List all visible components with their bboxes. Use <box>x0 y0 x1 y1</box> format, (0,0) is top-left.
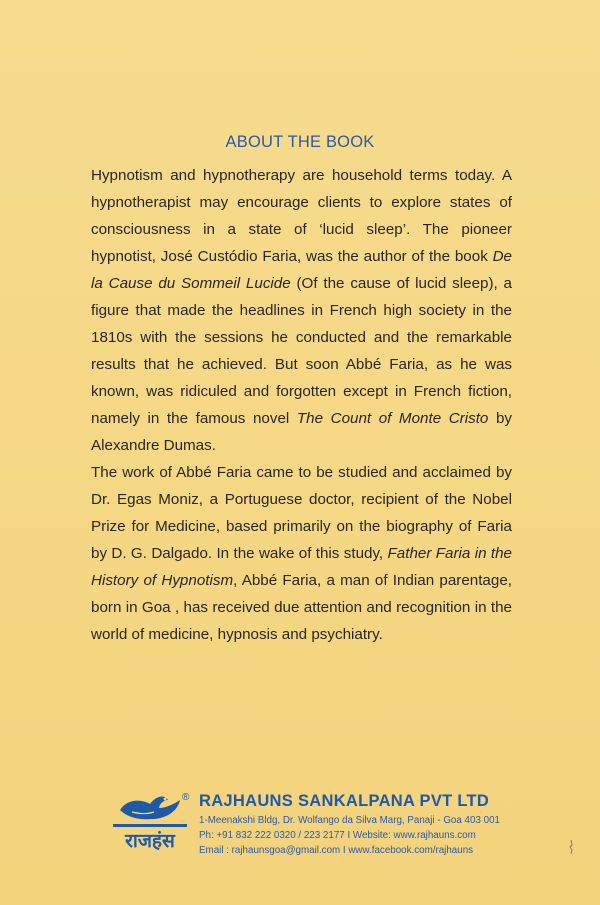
text-run: , Abbé Faria, a man of Indian parentage, born in Goa , has received due attention and recognition in the world of medicine, hypnosis and psychiatry. <box>91 572 512 643</box>
publisher-contact: Ph: +91 832 222 0320 / 223 2177 I Website: www.rajhauns.com <box>199 830 476 841</box>
registered-mark: ® <box>182 792 190 803</box>
rajhauns-swan-logo-icon <box>110 790 190 852</box>
italic-title: De la Cause du Sommeil Lucide <box>91 248 512 292</box>
text-run: Hypnotism and hypnotherapy are household terms today. A hypnotherapist may encourage clients to explore states of consciousness in a state of ‘lucid sleep’. The pioneer hypnotist, José Custódio Faria, was the author of the book <box>91 167 512 265</box>
publisher-email-web: Email : rajhaunsgoa@gmail.com I www.facebook.com/rajhauns <box>199 845 474 856</box>
description-paragraph-1 <box>91 162 512 459</box>
text-run: The work of Abbé Faria came to be studied and acclaimed by Dr. Egas Moniz, a Portuguese doctor, recipient of the Nobel Prize for Medicine, based primarily on the biography of Faria by D. G. Dalgado. In the wake of this study, <box>91 464 512 562</box>
italic-title: Father Faria in the History of Hypnotism <box>91 545 512 589</box>
book-description <box>91 162 512 648</box>
publisher-address: 1-Meenakshi Bldg, Dr. Wolfango da Silva Marg, Panaji - Goa 403 001 <box>199 815 500 826</box>
italic-title: The Count of Monte Cristo <box>296 410 489 427</box>
text-run: by Alexandre Dumas. <box>91 410 512 454</box>
logo-text: राजहंस <box>125 830 175 852</box>
text-run: (Of the cause of lucid sleep), a figure that made the headlines in French high society in the 1810s with the sessions he conducted and the remarkable results that he achieved. But soon Abbé Faria, as he was known, was ridiculed and forgotten except in French fiction, namely in the famous novel <box>91 275 513 427</box>
publisher-block <box>110 790 530 860</box>
publisher-name: RAJHAUNS SANKALPANA PVT LTD <box>199 792 490 810</box>
print-mark-icon <box>566 838 576 856</box>
description-paragraph-2 <box>91 459 512 648</box>
section-heading: ABOUT THE BOOK <box>225 133 375 151</box>
